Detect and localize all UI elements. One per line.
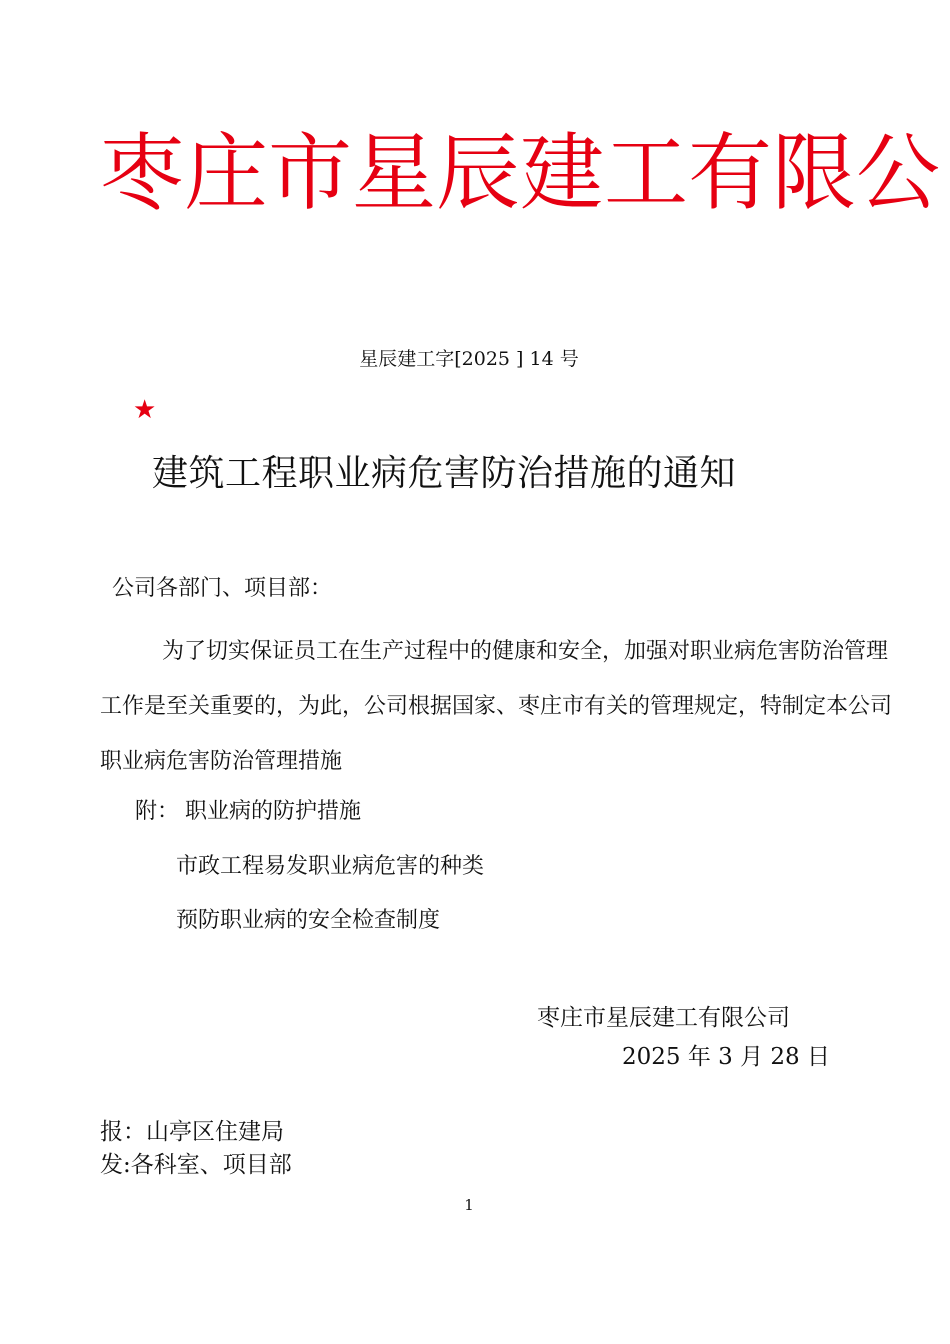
- red-letterhead-title: 枣庄市星辰建工有限公: [100, 124, 941, 222]
- body-paragraph: 为了切实保证员工在生产过程中的健康和安全，加强对职业病危害防治管理工作是至关重要的，为此，公司根据国家、枣庄市有关的管理规定，特制定本公司职业病危害防治管理措施: [100, 639, 893, 774]
- attachment-label: 附：: [135, 799, 180, 824]
- attachment-item: 预防职业病的安全检查制度: [176, 908, 441, 933]
- red-star-icon: ★: [133, 395, 157, 425]
- signature-date: 2025 年 3 月 28 日: [622, 1044, 830, 1070]
- distribute-to-line: 发:各科室、项目部: [100, 1152, 292, 1178]
- document-number: 星辰建工字[2025 ] 14 号: [359, 348, 579, 370]
- report-to-line: 报：山亭区住建局: [100, 1119, 284, 1145]
- attachment-item: 市政工程易发职业病危害的种类: [176, 854, 485, 879]
- salutation: 公司各部门、项目部：: [112, 576, 333, 601]
- attachment-item: 职业病的防护措施: [185, 799, 362, 824]
- signature-company: 枣庄市星辰建工有限公司: [537, 1005, 790, 1031]
- document-title: 建筑工程职业病危害防治措施的通知: [152, 453, 737, 494]
- page-number: 1: [464, 1196, 474, 1214]
